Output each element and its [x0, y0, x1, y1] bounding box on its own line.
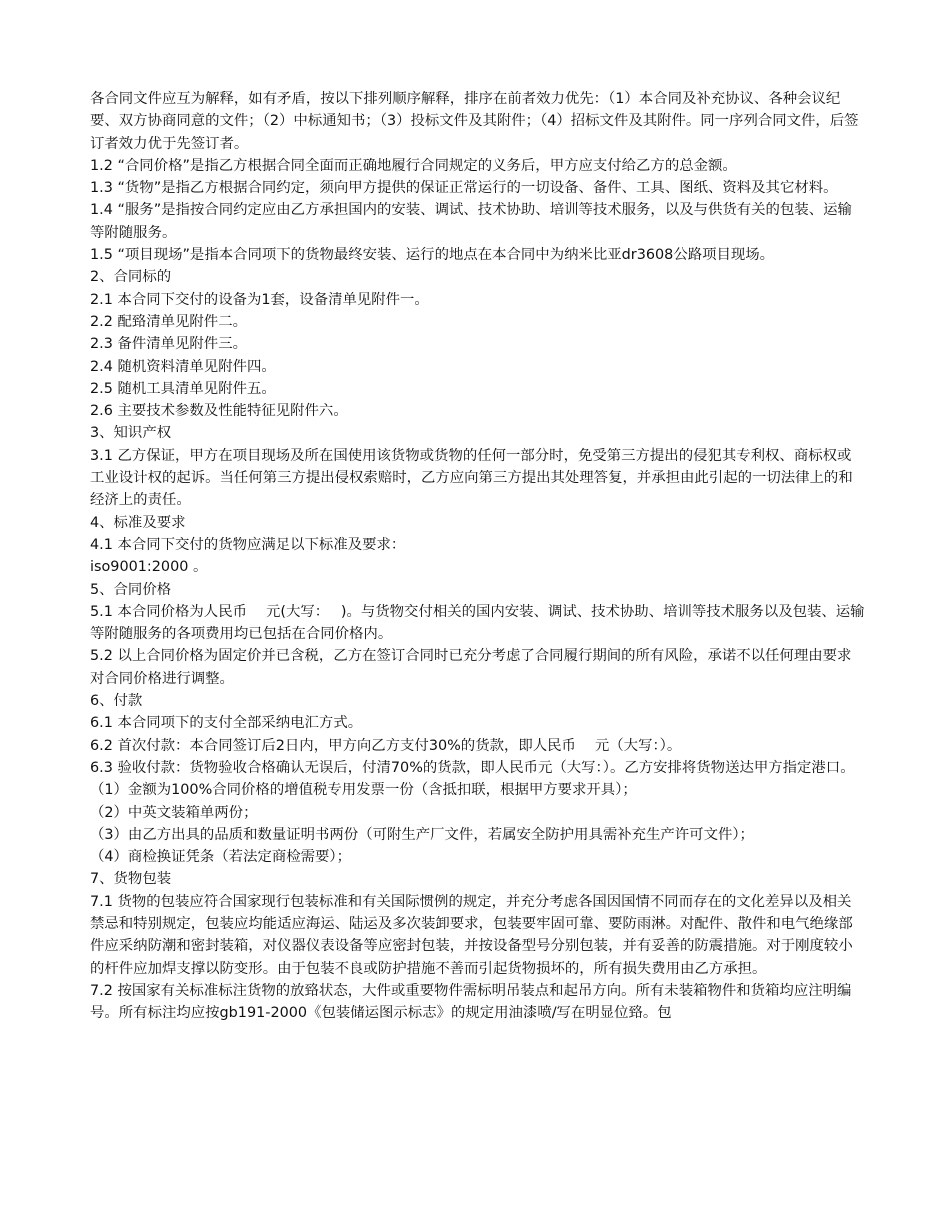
section-heading-7: 7、货物包装 — [90, 871, 172, 888]
clause-6-2: 6.2 首次付款：本合同签订后2日内，甲方向乙方支付30%的货款，即人民币 元（大写：）。 — [90, 737, 682, 754]
document-item-2: （2）中英文装箱单两份； — [90, 804, 258, 821]
clause-6-1: 6.1 本合同项下的支付全部采纳电汇方式。 — [90, 715, 363, 732]
clause-1-2: 1.2 “合同价格”是指乙方根据合同全面而正确地履行合同规定的义务后，甲方应支付给乙方的总金额。 — [90, 157, 737, 174]
clause-4-1: 4.1 本合同下交付的货物应满足以下标准及要求： — [90, 536, 406, 553]
section-heading-5: 5、合同价格 — [90, 581, 172, 598]
section-heading-2: 2、合同标的 — [90, 269, 172, 286]
clause-6-3: 6.3 验收付款：货物验收合格确认无误后，付清70%的货款，即人民币元（大写：）。乙方安排将货物送达甲方指定港口。 — [90, 759, 855, 776]
clause-7-1: 7.1 货物的包装应符合国家现行包装标准和有关国际惯例的规定，并充分考虑各国因国情不同而存在的文化差异以及相关禁忌和特别规定，包装应均能适应海运、陆运及多次装卸要求，包装要牢固可靠、要防雨淋。对配件、散件和电气绝缘部件应采纳防潮和密封装箱，对仪器仪表设备等应密封包装，并按设备型号分别包装，并有妥善的防震措施。对于刚度较小的杆件应加焊支撑以防变形。由于包装不良或防护措施不善而引起货物损坏的，所有损失费用由乙方承担。 — [90, 893, 853, 977]
clause-7-2: 7.2 按国家有关标准标注货物的放臵状态，大件或重要物件需标明吊装点和起吊方向。所有未装箱物件和货箱均应注明编号。所有标注均应按gb191-2000《包装储运图示标志》的规定用油漆喷/写在明显位臵。包 — [90, 982, 852, 1022]
clause-1-3: 1.3 “货物”是指乙方根据合同约定，须向甲方提供的保证正常运行的一切设备、备件、工具、图纸、资料及其它材料。 — [90, 180, 838, 197]
document-item-4: （4）商检换证凭条（若法定商检需要）； — [90, 849, 351, 866]
clause-2-3: 2.3 备件清单见附件三。 — [90, 336, 247, 353]
paragraph-contract-docs-order: 各合同文件应互为解释，如有矛盾，按以下排列顺序解释，排序在前者效力优先：（1）本合同及补充协议、各种会议纪要、双方协商同意的文件；（2）中标通知书；（3）投标文件及其附件；（4）招标文件及其附件。同一序列合同文件，后签订者效力优于先签订者。 — [90, 91, 859, 152]
clause-2-4: 2.4 随机资料清单见附件四。 — [90, 358, 276, 375]
section-heading-3: 3、知识产权 — [90, 425, 172, 442]
clause-5-1: 5.1 本合同价格为人民币 元(大写： )。与货物交付相关的国内安装、调试、技术协助、培训等技术服务以及包装、运输等附随服务的各项费用均已包括在合同价格内。 — [90, 603, 865, 643]
section-heading-6: 6、付款 — [90, 693, 143, 710]
document-item-1: （1）金额为100%合同价格的增值税专用发票一份（含抵扣联，根据甲方要求开具）； — [90, 782, 637, 799]
section-heading-4: 4、标准及要求 — [90, 514, 186, 531]
document-item-3: （3）由乙方出具的品质和数量证明书两份（可附生产厂文件，若属安全防护用具需补充生产许可文件）； — [90, 826, 754, 843]
clause-5-2: 5.2 以上合同价格为固定价并已含税，乙方在签订合同时已充分考虑了合同履行期间的所有风险，承诺不以任何理由要求对合同价格进行调整。 — [90, 648, 852, 687]
standard-iso: iso9001:2000 。 — [90, 559, 208, 576]
clause-3-1: 3.1 乙方保证，甲方在项目现场及所在国使用该货物或货物的任何一部分时，免受第三方提出的侵犯其专利权、商标权或工业设计权的起诉。当任何第三方提出侵权索赔时，乙方应向第三方提出其处理答复，并承担由此引起的一切法律上的和经济上的责任。 — [90, 447, 853, 509]
clause-1-4: 1.4 “服务”是指按合同约定应由乙方承担国内的安装、调试、技术协助、培训等技术服务，以及与供货有关的包装、运输等附随服务。 — [90, 202, 852, 241]
document-body — [90, 88, 865, 1024]
clause-2-6: 2.6 主要技术参数及性能特征见附件六。 — [90, 403, 348, 420]
clause-1-5: 1.5 “项目现场”是指本合同项下的货物最终安装、运行的地点在本合同中为纳米比亚dr3608公路项目现场。 — [90, 247, 775, 264]
clause-2-2: 2.2 配臵清单见附件二。 — [90, 313, 247, 330]
clause-2-1: 2.1 本合同下交付的设备为1套，设备清单见附件一。 — [90, 291, 429, 308]
clause-2-5: 2.5 随机工具清单见附件五。 — [90, 380, 276, 397]
